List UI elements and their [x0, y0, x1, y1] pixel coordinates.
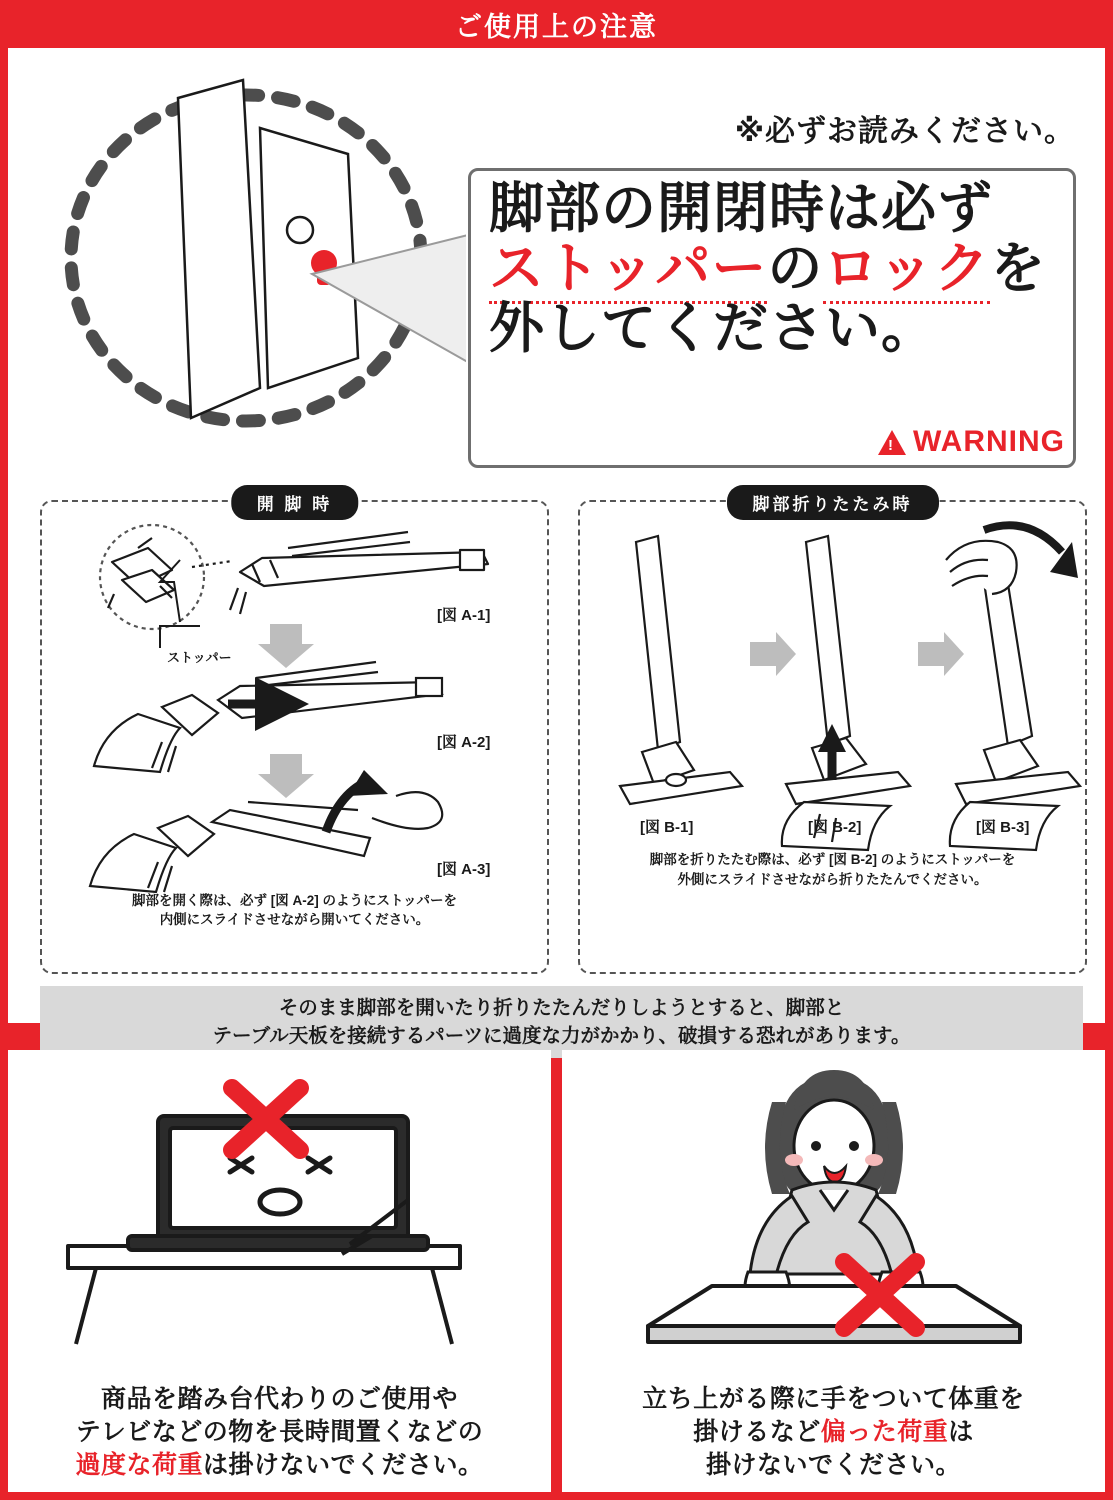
- figure-label-b2: [図 B-2]: [808, 819, 862, 836]
- fold-legs-tab: 脚部折りたたみ時: [727, 485, 939, 520]
- bottom-right-caption: 立ち上がる際に手をついて体重を 掛けるなど偏った荷重は 掛けないでください。: [642, 1386, 1025, 1479]
- warning-label: WARNING: [913, 425, 1065, 458]
- stopper-label: ストッパー: [167, 650, 232, 665]
- warning-triangle-icon: [878, 430, 906, 455]
- warning-particle-wo: を: [990, 238, 1047, 300]
- figure-label-b1: [図 B-1]: [640, 819, 694, 836]
- fold-legs-panel: [578, 495, 1087, 974]
- grey-arrow-right-1: [750, 632, 796, 676]
- open-legs-note: 脚部を開く際は、必ず [図 A-2] のようにストッパーを 内側にスライドさせながら開いてください。: [131, 892, 458, 928]
- caution-line-1: そのまま脚部を開いたり折りたたんだりしようとすると、脚部と: [278, 996, 845, 1019]
- main-warning-box: [468, 168, 1076, 468]
- caution-bar: [40, 986, 1083, 1058]
- warning-word-stopper: ストッパー: [489, 238, 767, 304]
- grey-arrow-down-2: [258, 754, 314, 798]
- warning-particle-no: の: [767, 238, 824, 300]
- must-read-note: ※必ずお読みください。: [734, 115, 1075, 148]
- warning-tag: [878, 425, 1065, 459]
- figure-label-a2: [図 A-2]: [437, 734, 491, 751]
- grey-arrow-down-1: [258, 624, 314, 668]
- top-panel: [8, 48, 1105, 1047]
- warning-line-3: 外してください。: [489, 298, 938, 360]
- grey-arrow-right-2: [918, 632, 964, 676]
- bottom-left-panel: [8, 1050, 551, 1492]
- warning-line-2: [489, 238, 1059, 300]
- caution-line-2: テーブル天板を接続するパーツに過度な力がかかり、破損する恐れがあります。: [212, 1025, 911, 1047]
- fold-legs-note: 脚部を折りたたむ際は、必ず [図 B-2] のようにストッパーを 外側にスライドさせながら折りたたんでください。: [649, 852, 1016, 887]
- page-title: ご使用上の注意: [455, 11, 658, 42]
- person-leaning-illustration: [562, 1050, 1105, 1350]
- fold-legs-figures: [580, 502, 1085, 972]
- bottom-right-panel: [562, 1050, 1105, 1492]
- open-legs-tab: 開 脚 時: [231, 485, 358, 520]
- warning-line-1: 脚部の開閉時は必ず: [489, 178, 994, 239]
- figure-label-a3: [図 A-3]: [437, 861, 491, 878]
- bottom-left-caption: 商品を踏み台代わりのご使用や テレビなどの物を長時間置くなどの 過度な荷重は掛けないでください。: [75, 1386, 484, 1479]
- warning-word-lock: ロック: [823, 238, 990, 304]
- tv-on-table-illustration: [8, 1050, 551, 1350]
- figure-label-a1: [図 A-1]: [437, 607, 491, 624]
- figure-label-b3: [図 B-3]: [976, 819, 1030, 836]
- open-legs-panel: [40, 495, 549, 974]
